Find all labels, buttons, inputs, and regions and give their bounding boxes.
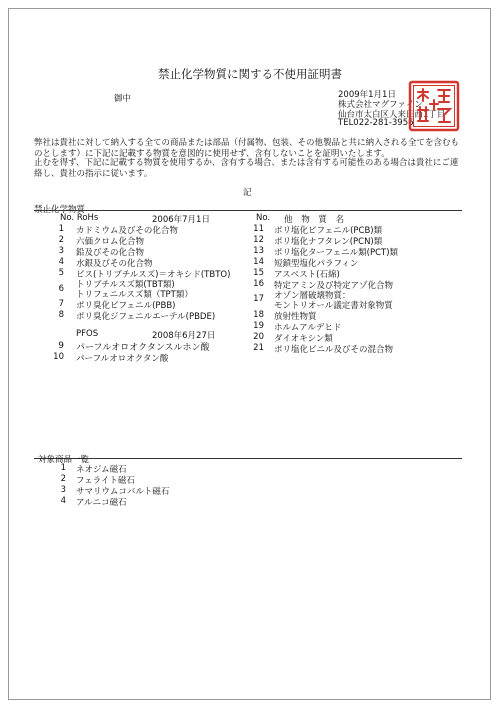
list-item-number: 8 <box>58 310 64 320</box>
list-item-number: 7 <box>58 299 64 309</box>
ki-marker: 記 <box>243 188 252 198</box>
company-seal-icon <box>408 80 460 132</box>
list-item: ポリ臭化ジフェニルエーテル(PBDE) <box>76 312 216 322</box>
list-item-number: 10 <box>53 352 64 362</box>
list-item: 短鎖型塩化パラフィン <box>274 259 359 269</box>
list-item: ネオジム磁石 <box>76 465 127 475</box>
list-item-number: 20 <box>253 332 264 342</box>
list-item: ポリ臭化ビフェニル(PBB) <box>76 301 176 311</box>
list-item: サマリウムコバルト磁石 <box>76 487 170 497</box>
list-item: ポリ塩化ビフェニル(PCB)類 <box>274 226 383 236</box>
list-item-number: 4 <box>58 257 64 267</box>
list-item-number: 9 <box>58 341 64 351</box>
list-item: アルニコ磁石 <box>76 498 127 508</box>
pfos-date: 2008年6月27日 <box>152 331 216 341</box>
notification-statement: 止むを得ず、下記に記載する物質を使用するか、含有する場合、または含有する可能性のある場合は貴社にご連絡し、貴社の指示に従います。 <box>34 158 459 179</box>
list-item-number: 19 <box>253 321 264 331</box>
list-item-line2: トリフェニルスズ類（TPT類） <box>76 290 193 300</box>
list-item: ポリ塩化ビニル及びその混合物 <box>274 345 394 355</box>
list-item: ポリ塩化ターフェニル類(PCT)類 <box>274 248 399 258</box>
products-section-title: 対象商品一覧 <box>38 455 90 465</box>
rohs-column-date: 2006年7月1日 <box>152 215 210 225</box>
issue-date: 2009年1月1日 <box>338 90 396 100</box>
recipient-label: 御中 <box>114 94 132 104</box>
company-address: 仙台市太白区人来田西1丁目 <box>338 110 446 120</box>
list-item: オゾン層破壊物質： <box>274 291 351 301</box>
other-column-header-name: 他 物 質 名 <box>284 215 348 225</box>
list-item: 水銀及びその化合物 <box>76 259 153 269</box>
list-item: トリブチルスズ類(TBT類) <box>76 280 175 290</box>
list-item-number: 3 <box>60 485 66 495</box>
document-title: 禁止化学物質に関する不使用証明書 <box>158 67 342 81</box>
list-item-number: 12 <box>253 235 264 245</box>
rohs-column-header: No. RoHs <box>60 213 99 223</box>
list-item: ダイオキシン類 <box>274 334 333 344</box>
pfos-header: PFOS <box>76 329 99 339</box>
list-item-number: 15 <box>253 268 264 278</box>
list-item-number: 17 <box>253 294 264 304</box>
list-item-number: 3 <box>58 246 64 256</box>
list-item-number: 2 <box>60 474 66 484</box>
list-item-number: 1 <box>58 224 64 234</box>
list-item: 放射性物質 <box>274 312 317 322</box>
list-item: カドミウム及びその化合物 <box>76 226 178 236</box>
list-item: 鉛及びその化合物 <box>76 248 145 258</box>
list-item: ホルムアルデヒド <box>274 323 342 333</box>
section-divider <box>34 458 462 459</box>
list-item: アスベスト(石綿) <box>274 270 340 280</box>
list-item-number: 16 <box>253 279 264 289</box>
list-item-number: 18 <box>253 310 264 320</box>
list-item: 特定アミン及び特定アゾ化合物 <box>274 281 394 291</box>
list-item-line2: モントリオール議定書対象物質 <box>274 301 393 311</box>
list-item: 六価クロム化合物 <box>76 237 145 247</box>
list-item-number: 13 <box>253 246 264 256</box>
list-item-number: 5 <box>58 268 64 278</box>
other-column-header-no: No. <box>256 213 271 223</box>
list-item-number: 6 <box>58 284 64 294</box>
list-item-number: 2 <box>58 235 64 245</box>
list-item: パーフルオロオクタンスルホン酸 <box>76 343 210 353</box>
list-item-number: 14 <box>253 257 264 267</box>
prohibited-section-title: 禁止化学物質 <box>34 205 86 215</box>
list-item-number: 11 <box>253 224 264 234</box>
section-divider <box>34 210 462 211</box>
list-item: ビス(トリブチルスズ)＝オキシド(TBTO) <box>76 270 231 280</box>
company-name: 株式会社マグファイン <box>338 100 423 110</box>
list-item: フェライト磁石 <box>76 476 135 486</box>
certification-statement: 弊社は貴社に対して納入する全ての商品または部品（付属物、包装、その他製品と共に納入される全てを含むものとします）に下記に記載する物質を意図的に使用せず、含有しないことを証明いたします。 <box>34 138 460 159</box>
list-item: ポリ塩化ナフタレン(PCN)類 <box>274 237 383 247</box>
list-item: パーフルオロオクタン酸 <box>76 354 169 364</box>
list-item-number: 1 <box>60 463 66 473</box>
list-item-number: 4 <box>60 496 66 506</box>
company-tel: TEL022-281-3956 <box>338 118 414 128</box>
list-item-number: 21 <box>253 343 264 353</box>
